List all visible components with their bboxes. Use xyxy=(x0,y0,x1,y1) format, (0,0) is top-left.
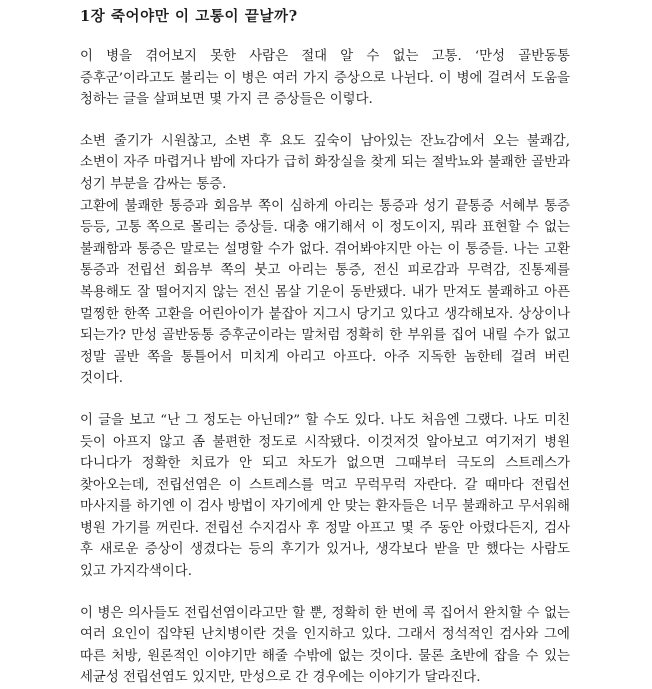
paragraph-testicular-pain: 고환에 불쾌한 통증과 회음부 쪽이 심하게 아리는 통증과 성기 끝통증 서혜부 통증 등등, 고통 쪽으로 몰리는 증상들. 대충 얘기해서 이 정도이지, 뭐라 표현할 수 없는 불쾌함과 통증은 말로는 설명할 수가 없다. 겪어봐야지만 아는 이 통증들. 나는 고환 통증과 전립선 회음부 쪽의 붓고 아리는 통증, 전신 피로감과 무력감, 진통제를 복용해도 잘 떨어지지 않는 전신 몸살 기운이 동반됐다. 내가 만져도 불쾌하고 아픈 멀찡한 한쪽 고환을 어린아이가 붙잡아 지그시 당기고 있다고 생각해보자. 상상이나 되는가? 만성 골반동통 증후군이라는 말처럼 정확히 한 부위를 집어 내릴 수가 없고 정말 골반 쪽을 통틀어서 미치게 아리고 아프다. 아주 지독한 놈한테 걸려 버린 것이다. xyxy=(80,198,570,387)
paragraph-doctors: 이 병은 의사들도 전립선염이라고만 할 뿐, 정확히 한 번에 콕 집어서 완치할 수 없는 여러 요인이 집약된 난치병이란 것을 인지하고 있다. 그래서 정석적인 검사와 그에 따른 처방, 원론적인 이야기만 해줄 수밖에 없는 것이다. 물론 초반에 잡을 수 있는 세균성 전립선염도 있지만, 만성으로 간 경우에는 이야기가 달라진다. xyxy=(80,605,570,686)
paragraph-experience: 이 글을 보고 “난 그 정도는 아닌데?” 할 수도 있다. 나도 처음엔 그랬다. 나도 미친 듯이 아프지 않고 좀 불편한 정도로 시작됐다. 이것저것 알아보고 여기저기 병원 다니다가 정확한 치료가 안 되고 차도가 없으면 그때부터 극도의 스트레스가 찾아오는데, 전립선염은 이 스트레스를 먹고 무럭무럭 자란다. 갈 때마다 전립선 마사지를 하기엔 이 검사 방법이 자기에게 안 맞는 환자들은 너무 불쾌하고 무서워해 병원 가기를 꺼린다. 전립선 수지검사 후 정말 아프고 몇 주 동안 아렸다든지, 검사 후 새로운 증상이 생겼다는 등의 후기가 있거나, 생각보다 받을 만 했다는 사람도 있고 가지각색이다. xyxy=(80,412,570,580)
paragraph-intro: 이 병을 겪어보지 못한 사람은 절대 알 수 없는 고통. ‘만성 골반동통 증후군’이라고도 불리는 이 병은 여러 가지 증상으로 나뉜다. 이 병에 걸려서 도움을 청하는 글을 살펴보면 몇 가지 큰 증상들은 이렇다. xyxy=(80,49,570,108)
chapter-title: 1장 죽어야만 이 고통이 끝날까? xyxy=(80,8,298,25)
paragraph-urinary-symptoms: 소변 줄기가 시원찮고, 소변 후 요도 깊숙이 남아있는 잔뇨감에서 오는 불쾌감, 소변이 자주 마렵거나 밤에 자다가 급히 화장실을 찾게 되는 절박뇨와 불쾌한 골반과 성기 부분을 감싸는 통증. xyxy=(80,133,570,192)
